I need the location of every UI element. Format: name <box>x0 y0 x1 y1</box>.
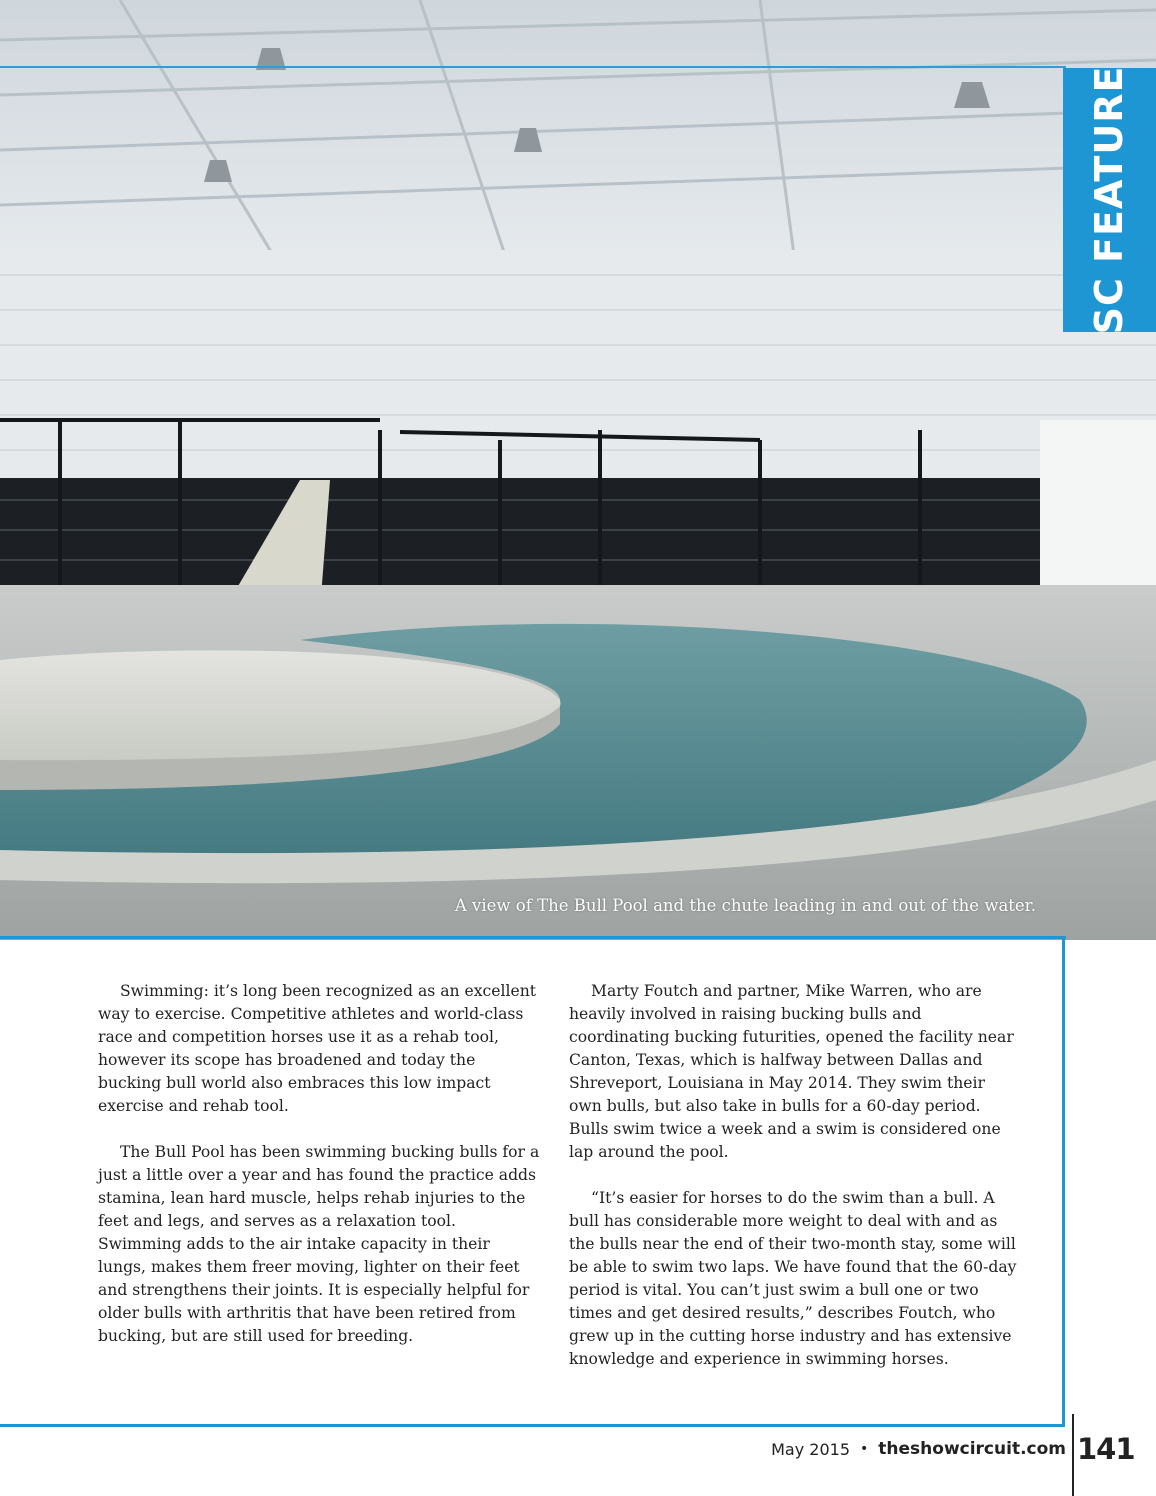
paragraph: The Bull Pool has been swimming bucking bulls for a just a little over a year and has found the practice adds stamina, lean hard muscle, helps rehab injuries to the feet and legs, and serves as a relaxation tool. Swimming adds to the air intake capacity in their lungs, makes them freer moving, lighter on their feet and strengthens their joints. It is especially helpful for older bulls with arthritis that have been retired from bucking, but are still used for breeding. <box>98 1143 540 1345</box>
page-number: 141 <box>1077 1432 1135 1466</box>
article-frame-top <box>0 936 1066 939</box>
photo-caption: A view of The Bull Pool and the chute leading in and out of the water. <box>454 896 1036 915</box>
page-number-rule <box>1072 1414 1074 1496</box>
article-frame-bottom <box>0 1424 1065 1427</box>
footer-separator: • <box>860 1441 869 1457</box>
paragraph: Marty Foutch and partner, Mike Warren, who are heavily involved in raising bucking bulls and coordinating bucking futurities, opened the facility near Canton, Texas, which is halfway between Dallas and Shreveport, Louisiana in May 2014. They swim their own bulls, but also take in bulls for a 60-day period. Bulls swim twice a week and a swim is considered one lap around the pool. <box>569 982 1014 1161</box>
article-column-left <box>98 980 542 1371</box>
section-tab-label: SC FEATURE <box>1087 65 1131 335</box>
article-frame-right <box>1062 936 1065 1426</box>
issue-date: May 2015 <box>771 1439 851 1459</box>
paragraph: Swimming: it’s long been recognized as an excellent way to exercise. Competitive athletes and world-class race and competition horses use it as a rehab tool, however its scope has broadened and today the bucking bull world also embraces this low impact exercise and rehab tool. <box>98 982 537 1115</box>
page-footer <box>771 1434 1066 1464</box>
article-column-right <box>569 980 1021 1394</box>
website-link[interactable]: theshowcircuit.com <box>878 1439 1066 1459</box>
paragraph: “It’s easier for horses to do the swim than a bull. A bull has considerable more weight to deal with and as the bulls near the end of their two-month stay, some will be able to swim two laps. We have found that the 60-day period is vital. You can’t just swim a bull one or two times and get desired results,” describes Foutch, who grew up in the cutting horse industry and has extensive knowledge and experience in swimming horses. <box>569 1189 1017 1368</box>
top-rule <box>0 66 1066 68</box>
